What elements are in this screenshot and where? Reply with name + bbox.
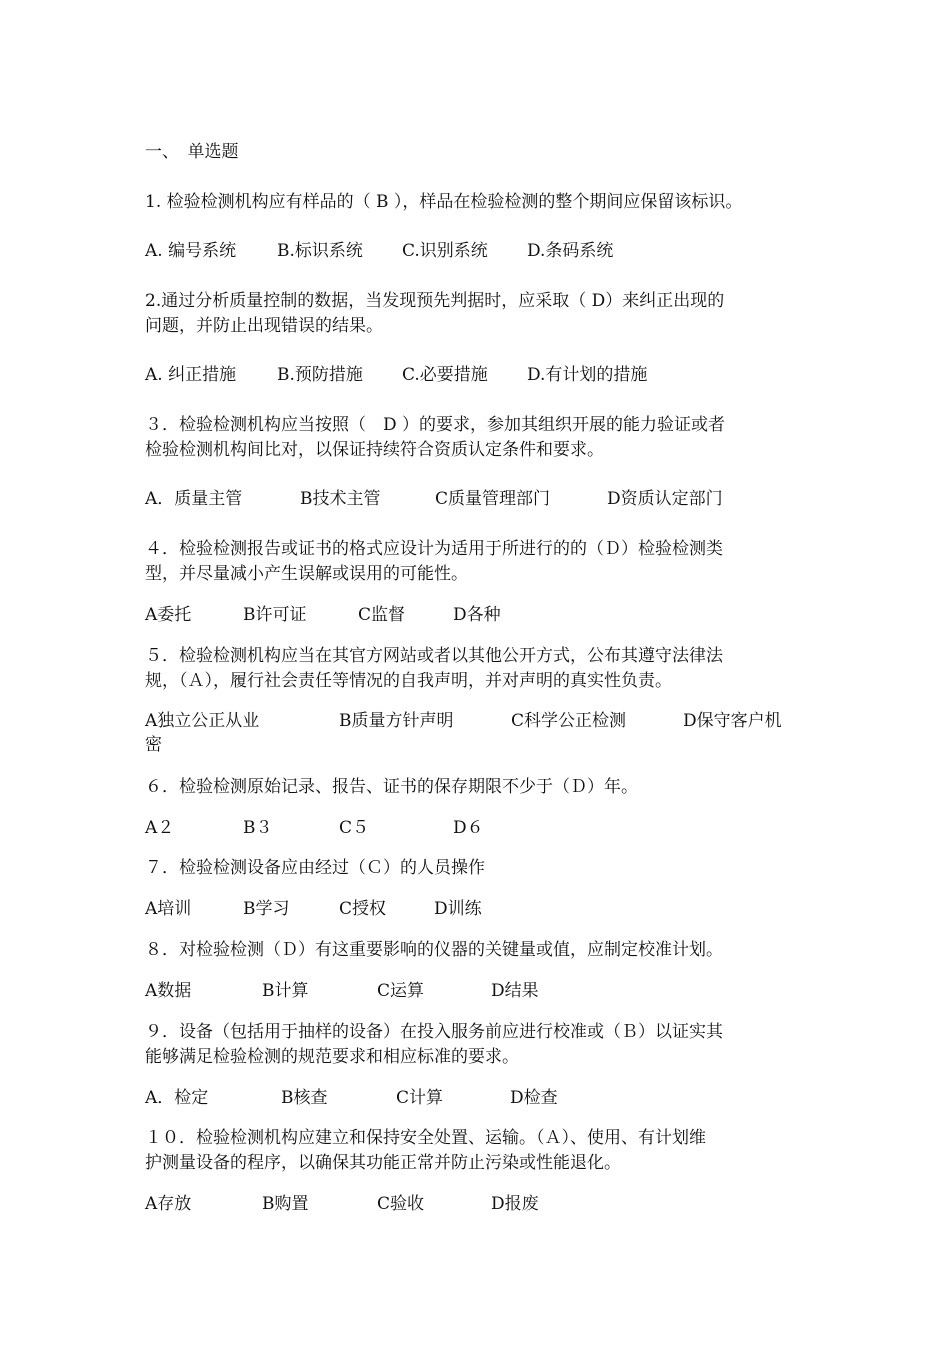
- section-title: 一、 单选题: [145, 142, 239, 162]
- question-7-option-b: B学习: [243, 899, 290, 919]
- question-9-option-b: B核查: [281, 1088, 328, 1108]
- question-1-option-b: B.标识系统: [277, 241, 363, 261]
- question-7-option-a: A培训: [145, 899, 192, 919]
- question-4-option-a: A委托: [145, 605, 192, 625]
- question-4-option-c: C监督: [358, 605, 406, 625]
- question-2-option-b: B.预防措施: [277, 365, 363, 385]
- question-8-option-a: A数据: [145, 981, 192, 1001]
- question-1-option-d: D.条码系统: [527, 241, 614, 261]
- question-10-option-d: D报废: [491, 1194, 539, 1214]
- question-1-text: 1. 检验检测机构应有样品的（ B ），样品在检验检测的整个期间应保留该标识。: [145, 192, 743, 212]
- question-7-option-c: C授权: [339, 899, 387, 919]
- question-8-option-c: C运算: [377, 981, 425, 1001]
- question-5-option-a: A独立公正从业: [145, 711, 260, 731]
- question-9-option-d: D检查: [510, 1088, 558, 1108]
- question-3-option-c: C质量管理部门: [435, 489, 551, 509]
- question-10-text-line2: 护测量设备的程序，以确保其功能正常并防止污染或性能退化。: [145, 1153, 621, 1173]
- question-3-option-b: B技术主管: [300, 489, 381, 509]
- question-6-option-a: A２: [145, 818, 175, 838]
- question-9-text-line1: ９．设备（包括用于抽样的设备）在投入服务前应进行校准或（Ｂ）以证实其: [145, 1022, 723, 1042]
- question-3-option-a: A．质量主管: [145, 489, 243, 509]
- question-8-option-b: B计算: [262, 981, 309, 1001]
- question-9-option-a: A．检定: [145, 1088, 209, 1108]
- question-4-text-line1: ４．检验检测报告或证书的格式应设计为适用于所进行的的（Ｄ）检验检测类: [145, 539, 723, 559]
- question-8-text: ８．对检验检测（Ｄ）有这重要影响的仪器的关键量或值，应制定校准计划。: [145, 940, 723, 960]
- question-2-text-line2: 问题，并防止出现错误的结果。: [145, 316, 383, 336]
- question-1-option-a: A. 编号系统: [145, 241, 237, 261]
- question-6-option-d: D６: [453, 818, 484, 838]
- question-6-text: ６．检验检测原始记录、报告、证书的保存期限不少于（Ｄ）年。: [145, 777, 638, 797]
- question-10-option-b: B购置: [262, 1194, 309, 1214]
- question-2-option-d: D.有计划的措施: [527, 365, 648, 385]
- question-5-option-d: D保守客户机: [683, 711, 782, 731]
- question-2-option-a: A. 纠正措施: [145, 365, 237, 385]
- question-7-option-d: D训练: [434, 899, 482, 919]
- question-9-option-c: C计算: [396, 1088, 444, 1108]
- question-2-text-line1: 2.通过分析质量控制的数据，当发现预先判据时，应采取（ D）来纠正出现的: [145, 291, 725, 311]
- question-10-option-a: A存放: [145, 1194, 192, 1214]
- question-5-option-c: C科学公正检测: [511, 711, 627, 731]
- question-4-option-b: B许可证: [243, 605, 307, 625]
- question-4-text-line2: 型，并尽量减小产生误解或误用的可能性。: [145, 564, 468, 584]
- question-5-text-line1: ５．检验检测机构应当在其官方网站或者以其他公开方式，公布其遵守法律法: [145, 646, 723, 666]
- question-5-option-b: B质量方针声明: [339, 711, 454, 731]
- question-7-text: ７．检验检测设备应由经过（Ｃ）的人员操作: [145, 858, 485, 878]
- question-9-text-line2: 能够满足检验检测的规范要求和相应标准的要求。: [145, 1047, 519, 1067]
- question-10-option-c: C验收: [377, 1194, 425, 1214]
- question-3-text-line1: ３．检验检测机构应当按照（ D ）的要求，参加其组织开展的能力验证或者: [145, 415, 726, 435]
- question-3-option-d: D资质认定部门: [607, 489, 723, 509]
- question-5-option-wrap: 密: [145, 735, 162, 755]
- question-8-option-d: D结果: [491, 981, 539, 1001]
- question-10-text-line1: １０．检验检测机构应建立和保持安全处置、运输。（Ａ）、使用、有计划维: [145, 1128, 706, 1148]
- question-1-option-c: C.识别系统: [402, 241, 488, 261]
- question-6-option-b: B３: [243, 818, 273, 838]
- question-2-option-c: C.必要措施: [402, 365, 488, 385]
- question-5-text-line2: 规，（Ａ），履行社会责任等情况的自我声明，并对声明的真实性负责。: [145, 671, 672, 691]
- question-4-option-d: D各种: [453, 605, 501, 625]
- question-6-option-c: C５: [339, 818, 370, 838]
- question-3-text-line2: 检验检测机构间比对，以保证持续符合资质认定条件和要求。: [145, 440, 604, 460]
